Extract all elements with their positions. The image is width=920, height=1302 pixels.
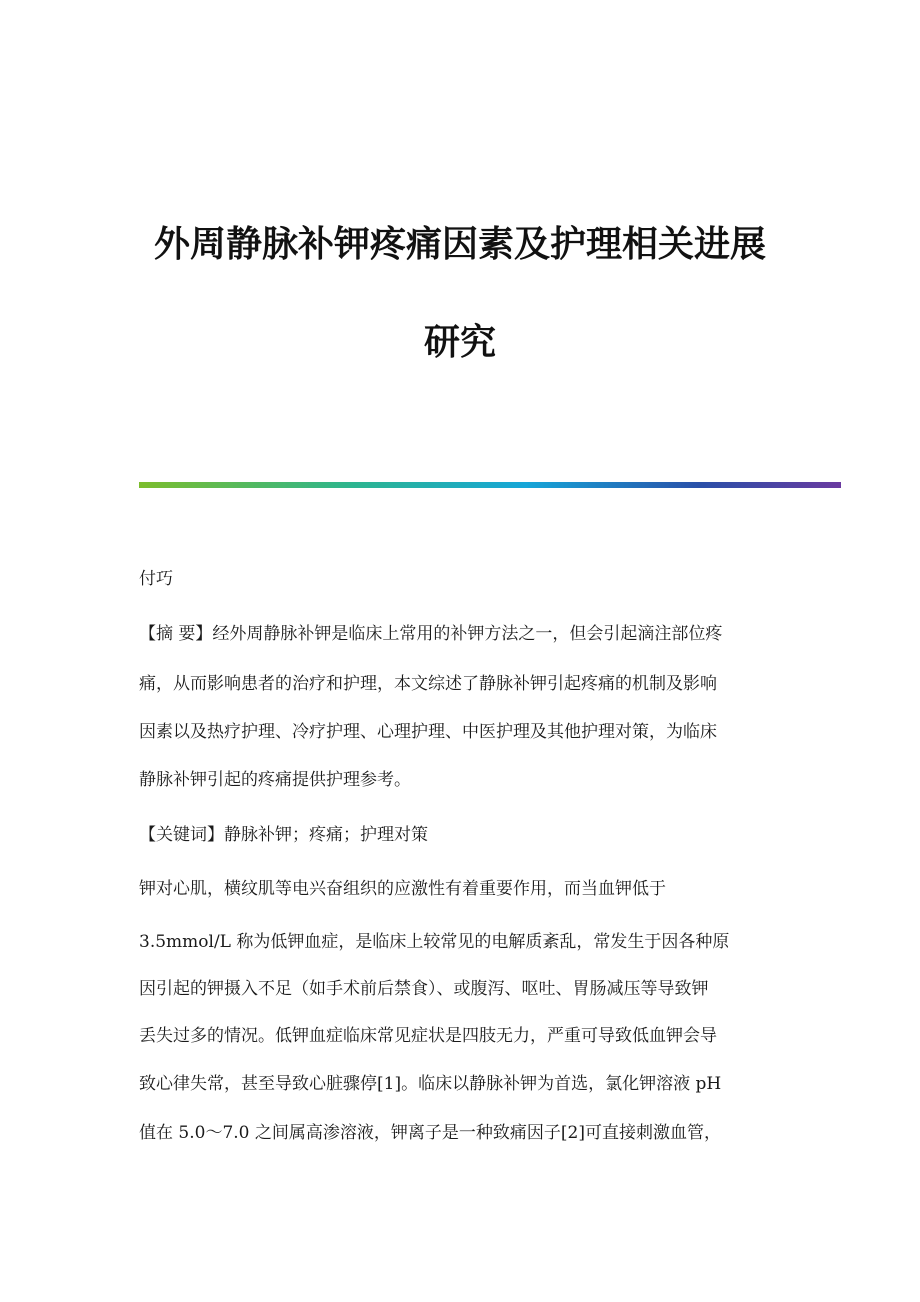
body-line-1: 钾对心肌，横纹肌等电兴奋组织的应激性有着重要作用，而当血钾低于 bbox=[139, 879, 666, 899]
document-title-line-2: 研究 bbox=[423, 322, 496, 363]
body-line-6: 值在 5.0～7.0 之间属高渗溶液，钾离子是一种致痛因子[2]可直接刺激血管， bbox=[139, 1123, 721, 1143]
abstract-line-2: 痛，从而影响患者的治疗和护理，本文综述了静脉补钾引起疼痛的机制及影响 bbox=[139, 674, 717, 694]
abstract-line-3: 因素以及热疗护理、冷疗护理、心理护理、中医护理及其他护理对策，为临床 bbox=[139, 722, 717, 742]
keywords-label: 【关键词】 bbox=[139, 825, 224, 845]
abstract-text-1: 经外周静脉补钾是临床上常用的补钾方法之一，但会引起滴注部位疼 bbox=[212, 624, 723, 644]
abstract-line-4: 静脉补钾引起的疼痛提供护理参考。 bbox=[139, 770, 411, 790]
document-title-line-1: 外周静脉补钾疼痛因素及护理相关进展 bbox=[153, 224, 766, 265]
title-divider bbox=[139, 482, 841, 488]
abstract-label: 【摘 要】 bbox=[139, 624, 213, 644]
keywords-line bbox=[139, 826, 841, 845]
body-line-2: 3.5mmol/L 称为低钾血症，是临床上较常见的电解质紊乱，常发生于因各种原 bbox=[139, 932, 730, 952]
keywords-text: 静脉补钾；疼痛；护理对策 bbox=[224, 825, 428, 845]
body-line-5: 致心律失常，甚至导致心脏骤停[1]。临床以静脉补钾为首选，氯化钾溶液 pH bbox=[139, 1074, 722, 1094]
body-line-4: 丢失过多的情况。低钾血症临床常见症状是四肢无力，严重可导致低血钾会导 bbox=[139, 1026, 717, 1046]
body-line-3: 因引起的钾摄入不足（如手术前后禁食）、或腹泻、呕吐、胃肠减压等导致钾 bbox=[139, 979, 709, 999]
abstract-line-1 bbox=[139, 625, 841, 644]
author-name: 付巧 bbox=[139, 569, 173, 589]
